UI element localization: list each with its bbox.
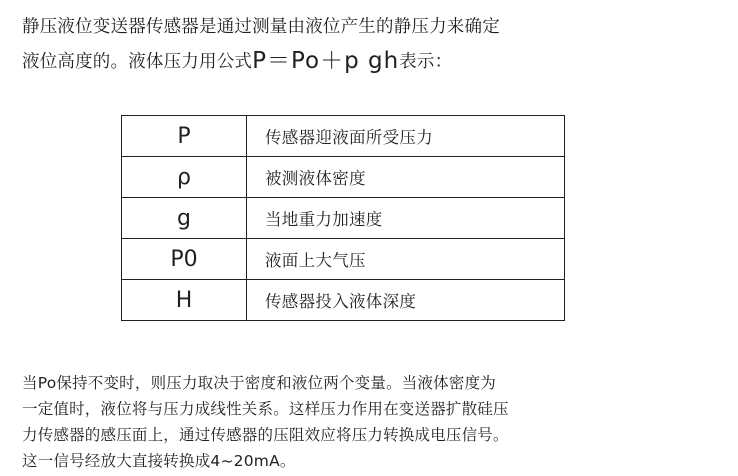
- closing-line-4: 这一信号经放大直接转换成4~20mA。: [22, 452, 296, 470]
- symbol-cell: g: [122, 198, 247, 239]
- description-cell: 传感器迎液面所受压力: [247, 116, 565, 157]
- description-cell: 液面上大气压: [247, 239, 565, 280]
- intro-line-2-before: 液位高度的。液体压力用公式: [22, 52, 253, 72]
- symbol-cell: P: [122, 116, 247, 157]
- closing-paragraph: [22, 370, 722, 474]
- table-row: [122, 198, 565, 239]
- closing-line-1: 当Po保持不变时，则压力取决于密度和液位两个变量。当液体密度为: [22, 374, 496, 392]
- table-row: [122, 116, 565, 157]
- table-row: [122, 239, 565, 280]
- symbol-cell: H: [122, 280, 247, 321]
- intro-line-2-after: 表示：: [399, 52, 453, 72]
- symbol-legend-table: [121, 115, 565, 321]
- description-cell: 传感器投入液体深度: [247, 280, 565, 321]
- description-cell: 当地重力加速度: [247, 198, 565, 239]
- intro-line-2: [22, 44, 722, 79]
- intro-line-1: 静压液位变送器传感器是通过测量由液位产生的静压力来确定: [22, 17, 500, 37]
- description-cell: 被测液体密度: [247, 157, 565, 198]
- table-row: [122, 280, 565, 321]
- table-row: [122, 157, 565, 198]
- symbol-cell: ρ: [122, 157, 247, 198]
- intro-paragraph: [22, 10, 722, 79]
- closing-line-2: 一定值时，液位将与压力成线性关系。这样压力作用在变送器扩散硅压: [22, 400, 509, 418]
- closing-line-3: 力传感器的感压面上，通过传感器的压阻效应将压力转换成电压信号。: [22, 426, 509, 444]
- symbol-cell: P0: [122, 239, 247, 280]
- pressure-formula: P＝Po＋p gh: [252, 48, 400, 74]
